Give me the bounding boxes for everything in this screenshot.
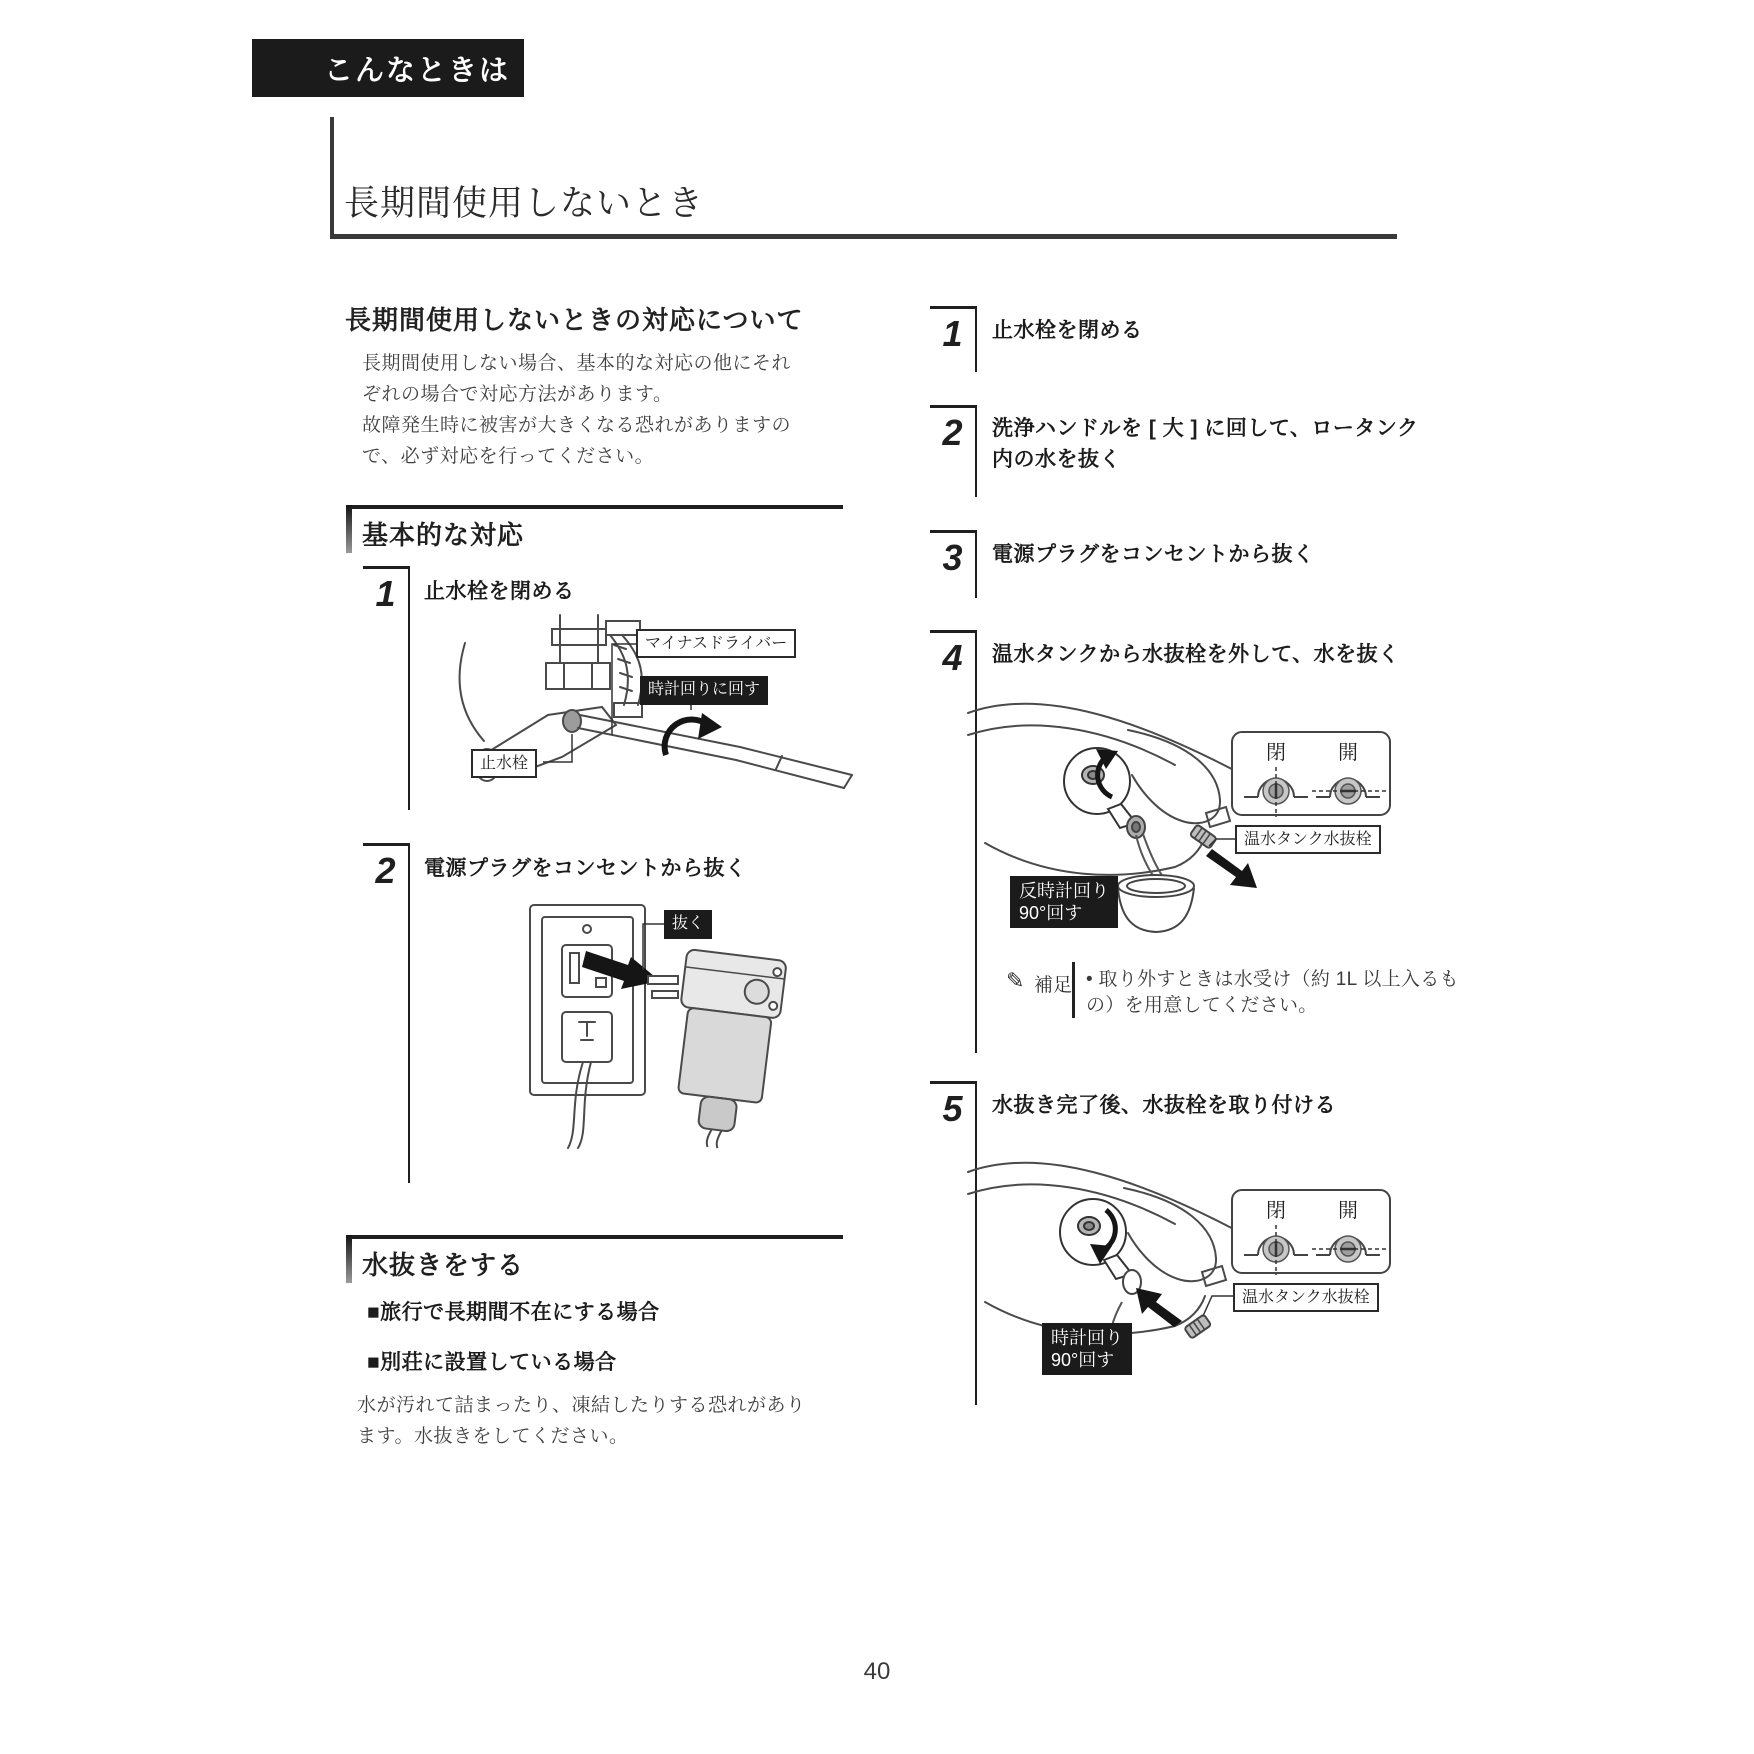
step-title-line: 洗浄ハンドルを [ 大 ] に回して、ロータンク [992, 417, 1419, 440]
turn-clockwise-callout: 時計回りに回す [640, 676, 768, 705]
title-vertical-rule [330, 117, 334, 236]
step-number-box [930, 306, 977, 372]
intro-line: ぞれの場合で対応方法があります。 [362, 384, 673, 405]
drain-line: 水が汚れて詰まったり、凍結したりする恐れがあり [357, 1395, 806, 1416]
basic-section-rule [346, 505, 843, 509]
step-number: 3 [942, 537, 963, 578]
intro-heading: 長期間使用しないときの対応について [345, 305, 804, 335]
valve-open-label: 開 [1338, 742, 1358, 764]
category-tag-label: こんなときは [323, 54, 510, 87]
step-number-box [363, 843, 410, 1183]
step-title: 止水栓を閉める [424, 580, 575, 603]
intro-line: で、必ず対応を行ってください。 [362, 446, 655, 467]
turn-clockwise-callout [1042, 1323, 1132, 1375]
step-title: 温水タンクから水抜栓を外して、水を抜く [992, 643, 1400, 666]
drain-section-title: 水抜きをする [362, 1250, 525, 1280]
turn-callout-line: 90°回す [1019, 903, 1083, 923]
step-number: 2 [942, 412, 963, 453]
step-number: 4 [942, 637, 963, 678]
step-number: 1 [375, 573, 396, 614]
intro-line: 長期間使用しない場合、基本的な対応の他にそれ [362, 353, 792, 374]
power-plug-illustration [470, 890, 810, 1150]
step-number-box [363, 566, 410, 810]
tank-drain-attach-illustration [960, 1130, 1400, 1415]
pencil-icon: ✎ [1006, 968, 1025, 993]
stop-valve-callout: 止水栓 [471, 749, 537, 778]
step-number: 5 [942, 1088, 963, 1129]
step-number-box [930, 530, 977, 598]
page-number: 40 [863, 1658, 891, 1685]
page-title: 長期間使用しないとき [344, 184, 705, 223]
note-label: 補足 [1034, 975, 1073, 996]
valve-open-label: 開 [1338, 1200, 1358, 1222]
turn-callout-line: 反時計回り [1019, 881, 1109, 901]
step-number-box [930, 405, 977, 497]
valve-closed-label: 閉 [1266, 1200, 1286, 1222]
step-number: 1 [942, 313, 963, 354]
note-text [1086, 967, 1459, 1019]
turn-callout-line: 時計回り [1051, 1328, 1123, 1348]
drain-section-rule [346, 1235, 843, 1239]
basic-section-title: 基本的な対応 [362, 520, 525, 550]
category-tag [252, 39, 524, 97]
screwdriver-callout: マイナスドライバー [636, 629, 796, 658]
turn-callout-line: 90°回す [1051, 1350, 1115, 1370]
turn-counterclockwise-callout [1010, 876, 1118, 928]
step-title-line: 内の水を抜く [992, 448, 1121, 471]
step-title [992, 413, 1418, 475]
drain-section-bar [346, 1235, 352, 1283]
drain-paragraph [357, 1390, 806, 1452]
basic-section-bar [346, 505, 352, 553]
pull-out-callout: 抜く [664, 910, 712, 939]
step-title: 電源プラグをコンセントから抜く [424, 857, 747, 880]
drain-case-villa: ■別荘に設置している場合 [367, 1351, 617, 1374]
title-underline-rule [330, 234, 1397, 239]
intro-line: 故障発生時に被害が大きくなる恐れがありますの [362, 415, 792, 436]
drain-case-travel: ■旅行で長期間不在にする場合 [367, 1301, 660, 1324]
drain-line: ます。水抜きをしてください。 [357, 1426, 629, 1447]
valve-closed-label: 閉 [1266, 742, 1286, 764]
tank-drain-plug-callout: 温水タンク水抜栓 [1235, 825, 1381, 854]
step-title: 電源プラグをコンセントから抜く [992, 543, 1315, 566]
step-number: 2 [375, 850, 396, 891]
intro-paragraph [362, 348, 791, 472]
step-title: 止水栓を閉める [992, 319, 1143, 342]
note-divider [1072, 962, 1075, 1018]
note-line: • 取り外すときは水受け（約 1L 以上入るも [1086, 969, 1459, 990]
tank-drain-plug-callout: 温水タンク水抜栓 [1233, 1283, 1379, 1312]
note-line: の）を用意してください。 [1086, 995, 1318, 1016]
step-title: 水抜き完了後、水抜栓を取り付ける [992, 1094, 1336, 1117]
